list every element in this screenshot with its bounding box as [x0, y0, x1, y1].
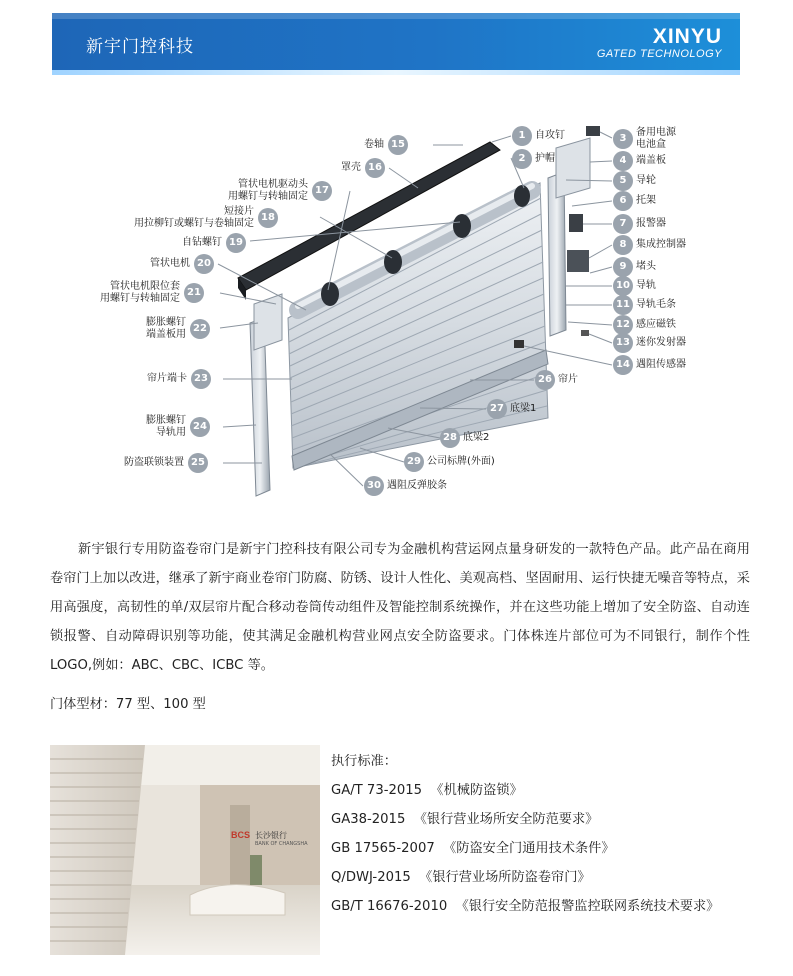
callout-13: 13 迷你发射器 [613, 333, 686, 353]
alarm-unit [569, 214, 583, 232]
brand-subtitle: GATED TECHNOLOGY [596, 48, 722, 60]
brand-logo [597, 26, 722, 61]
standards-title: 执行标准： [331, 754, 397, 769]
callout-3: 3 备用电源 电池盒 [613, 124, 676, 154]
callout-23: 帘片端卡 23 [147, 369, 211, 389]
callout-14: 14 遇阻传感器 [613, 355, 686, 375]
mini-transmitter [581, 330, 589, 336]
callout-19: 自钻螺钉 19 [182, 233, 246, 253]
bank-interior-photo [50, 745, 320, 955]
product-description: 新宇银行专用防盗卷帘门是新宇门控科技有限公司专为金融机构营运网点量身研发的一款特色产品。此产品在商用卷帘门上加以改进，继承了新宇商业卷帘门防腐、防锈、设计人性化、美观高档、坚固耐用、运行快捷无噪音等特点，采用高强度，高韧性的单/双层帘片配合移动卷筒传动组件及智能控制系统操作，并在这些功能上增加了安全防盗、自动连锁报警、自动障碍识别等功能，使其满足金融机构营业网点安全防盗要求。门体株连片部位可为不同银行，制作个性 LOGO,例如：ABC、CBC、ICBC 等。 [50, 542, 750, 673]
exploded-diagram [0, 118, 793, 508]
banner-title: 新宇门控科技 [86, 37, 194, 57]
callout-25: 防盗联锁装置 25 [124, 453, 208, 473]
callout-9: 9 堵头 [613, 257, 656, 277]
right-end-plate [556, 138, 590, 198]
callout-8: 8 集成控制器 [613, 235, 686, 255]
bank-name: 长沙银行 [255, 831, 287, 840]
obstacle-sensor [514, 340, 524, 348]
callout-30: 30 遇阻反弹胶条 [364, 476, 447, 496]
callout-4: 4 端盖板 [613, 151, 666, 171]
brand-name: XINYU [652, 25, 722, 48]
callout-28: 28 底梁2 [440, 428, 489, 448]
standards-list [331, 747, 719, 921]
standard-item: GB 17565-2007 《防盗安全门通用技术条件》 [331, 841, 615, 856]
callout-18: 短接片 用拉柳钉或螺钉与卷轴固定 18 [134, 203, 278, 233]
callout-21: 管状电机限位套 用螺钉与转轴固定 21 [100, 278, 204, 308]
callout-10: 10 导轨 [613, 276, 656, 296]
callout-12: 12 感应磁铁 [613, 315, 676, 335]
callout-2: 2 护帽 [512, 149, 555, 169]
callout-27: 27 底梁1 [487, 399, 536, 419]
callout-7: 7 报警器 [613, 214, 666, 234]
standard-item: Q/DWJ-2015 《银行营业场所防盗卷帘门》 [331, 870, 591, 885]
callout-15: 卷轴 15 [364, 135, 408, 155]
callout-20: 管状电机 20 [150, 254, 214, 274]
callout-24: 膨胀螺钉 导轨用 24 [146, 412, 210, 442]
callout-11: 11 导轨毛条 [613, 295, 676, 315]
callout-17: 管状电机驱动头 用螺钉与转轴固定 17 [228, 176, 332, 206]
standard-item: GA38-2015 《银行营业场所安全防范要求》 [331, 812, 599, 827]
callout-26: 26 帘片 [535, 370, 578, 390]
callout-16: 罩壳 16 [341, 158, 385, 178]
callout-1: 1 自攻钉 [512, 126, 565, 146]
callout-6: 6 托架 [613, 191, 656, 211]
header-banner [52, 13, 740, 75]
standard-item: GB/T 16676-2010 《银行安全防范报警监控联网系统技术要求》 [331, 899, 720, 914]
callout-29: 29 公司标牌(外面) [404, 452, 495, 472]
standard-item: GA/T 73-2015 《机械防盗锁》 [331, 783, 523, 798]
material-spec: 门体型材：77 型、100 型 [50, 697, 206, 712]
bank-name-en: BANK OF CHANGSHA [255, 841, 308, 847]
callout-5: 5 导轮 [613, 171, 656, 191]
photo-illustration [50, 745, 320, 955]
bank-logo: BCS [231, 830, 251, 840]
controller-unit [567, 250, 589, 272]
battery-box [586, 126, 600, 136]
callout-22: 膨胀螺钉 端盖板用 22 [146, 314, 210, 344]
